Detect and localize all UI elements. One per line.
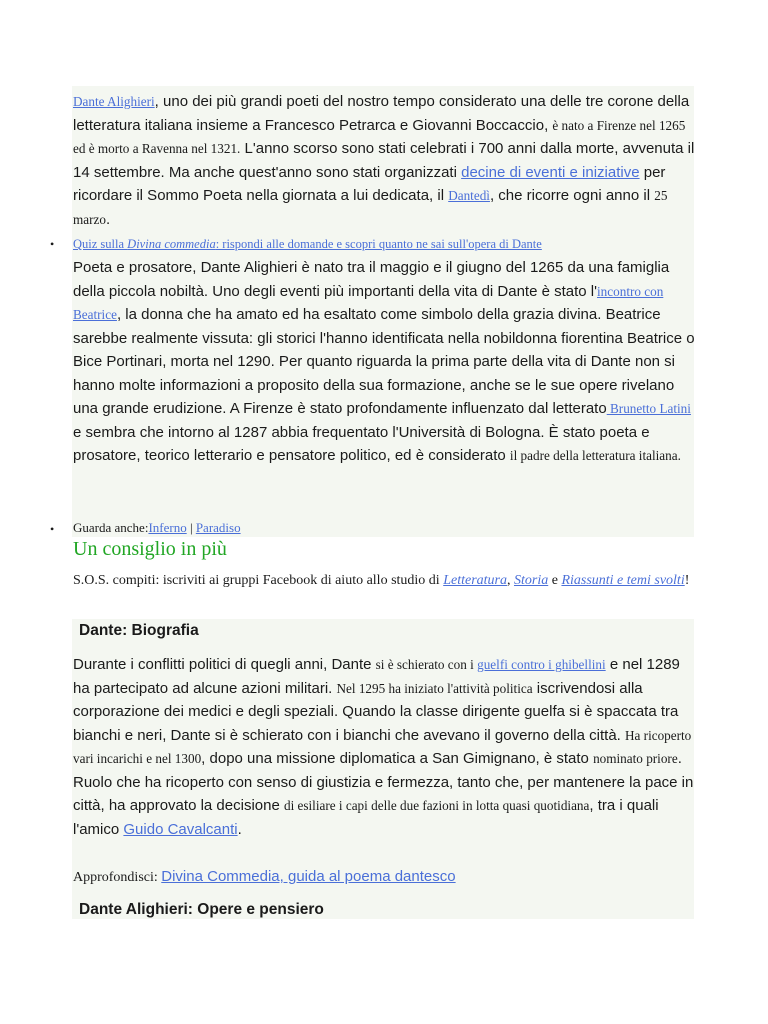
intro-text-3: L'anno scorso sono stati celebrati i 700 anni dalla morte, avvenuta il 14 settembre. Ma anche quest'anno sono stati organizzati (73, 140, 695, 181)
sos-end: ! (684, 573, 690, 588)
biografia-text-1: Durante i conflitti politici di quegli anni, Dante (73, 656, 376, 673)
intro-text-6: 25 marzo (73, 188, 668, 227)
letteratura-link[interactable]: Letteratura (443, 573, 507, 588)
biografia-text-3: iscrivendosi alla corporazione dei medici e degli speziali. Quando la classe dirigente guelfa si è spaccata tra bianchi e neri, Dante si è schierato con i bianchi che avevano il governo della città. (73, 679, 679, 744)
paradiso-link[interactable]: Paradiso (195, 520, 241, 535)
biografia-serif-1: si è schierato con i (375, 657, 478, 672)
brunetto-latini-link[interactable]: Brunetto Latini (606, 401, 691, 416)
riassunti-link[interactable]: Riassunti e temi svolti (561, 573, 685, 588)
quiz-bullet: • (50, 237, 55, 251)
sos-paragraph (73, 571, 693, 590)
biografia-text-6: , tra i quali l'amico (73, 797, 659, 838)
decine-eventi-link[interactable]: decine di eventi e iniziative (461, 163, 640, 181)
bio-paragraph (73, 256, 695, 468)
opere-heading: Dante Alighieri: Opere e pensiero (79, 901, 324, 918)
guarda-bullet: • (50, 522, 55, 536)
biografia-serif-3: Ha ricoperto vari incarichi e nel 1300 (73, 727, 692, 766)
guarda-anche-line (73, 520, 241, 536)
biografia-text-2: e nel 1289 ha partecipato ad alcune azioni militari. (73, 656, 680, 697)
bio-text-2: , la donna che ha amato ed ha esaltato come simbolo della grazia divina. Beatrice sarebbe realmente vissuta: gli storici l'hanno identificata nella nobildonna fiorentina Beatrice o Bice Portinari, morta nel 1290. Per quanto riguarda la prima parte della vita di Dante non si hanno molte informazioni a proposito della sua formazione, anche se le sue opere rivelano una grande erudizione. A Firenze è stato profondamente influenzato dal letterato (73, 306, 695, 417)
bio-text-4: il padre della letteratura italiana. (509, 448, 681, 463)
dante-alighieri-link[interactable]: Dante Alighieri (73, 94, 155, 109)
intro-text-7: . (105, 210, 111, 228)
intro-text-4: per ricordare il Sommo Poeta nella giornata a lui dedicata, il (73, 163, 666, 204)
incontro-beatrice-link[interactable]: incontro con Beatrice (73, 283, 664, 322)
storia-link[interactable]: Storia (513, 573, 549, 588)
intro-paragraph (73, 90, 695, 231)
biografia-text-5: . Ruolo che ha ricoperto con senso di giustizia e fermezza, tanto che, per mantenere la pace in città, ha approvato la decisione (73, 750, 694, 814)
quiz-link-text-a: Quiz sulla (73, 237, 128, 251)
sos-e: e (548, 573, 562, 588)
guido-cavalcanti-link[interactable]: Guido Cavalcanti (123, 820, 238, 838)
sos-comma: , (506, 573, 514, 588)
divina-commedia-guida-link[interactable]: Divina Commedia, guida al poema dantesco (161, 868, 456, 885)
dantedi-link[interactable]: Dantedì (448, 188, 490, 203)
guarda-separator: | (186, 520, 196, 535)
biografia-text-4: , dopo una missione diplomatica a San Gimignano, è stato (201, 750, 594, 767)
approfondisci-line (73, 867, 456, 888)
quiz-link[interactable] (73, 236, 542, 252)
biografia-paragraph (73, 653, 695, 841)
biografia-serif-5: di esiliare i capi delle due fazioni in lotta quasi quotidiana (283, 798, 590, 813)
biografia-heading: Dante: Biografia (79, 622, 199, 639)
sos-text: S.O.S. compiti: iscriviti ai gruppi Facebook di aiuto allo studio di (73, 573, 444, 588)
consiglio-heading: Un consiglio in più (73, 538, 227, 560)
guelfi-link[interactable]: guelfi contro i ghibellini (477, 657, 606, 672)
intro-text-1: , uno dei più grandi poeti del nostro tempo considerato una delle tre corone della letteratura italiana insieme a Francesco Petrarca e Giovanni Boccaccio, (73, 93, 690, 134)
guarda-anche-label: Guarda anche: (73, 520, 149, 535)
quiz-link-text-b: Divina commedia (127, 237, 216, 251)
approfondisci-label: Approfondisci: (73, 870, 162, 885)
intro-text-2: è nato a Firenze nel 1265 ed è morto a Ravenna nel 1321. (73, 117, 686, 156)
biografia-serif-4: nominato priore (593, 751, 678, 766)
intro-text-5: , che ricorre ogni anno il (489, 187, 655, 204)
quiz-link-text-c: : rispondi alle domande e scopri quanto ne sai sull'opera di Dante (215, 237, 542, 251)
biografia-serif-2: Nel 1295 ha iniziato l'attività politica (336, 680, 533, 696)
bio-text-1: Poeta e prosatore, Dante Alighieri è nato tra il maggio e il giugno del 1265 da una famiglia della piccola nobiltà. Uno degli eventi più importanti della vita di Dante è stato l' (73, 259, 670, 300)
biografia-text-7: . (237, 820, 242, 838)
bio-text-3: e sembra che intorno al 1287 abbia frequentato l'Università di Bologna. È stato poeta e prosatore, teorico letterario e pensatore politico, ed è considerato (73, 423, 650, 464)
inferno-link[interactable]: Inferno (148, 520, 187, 535)
